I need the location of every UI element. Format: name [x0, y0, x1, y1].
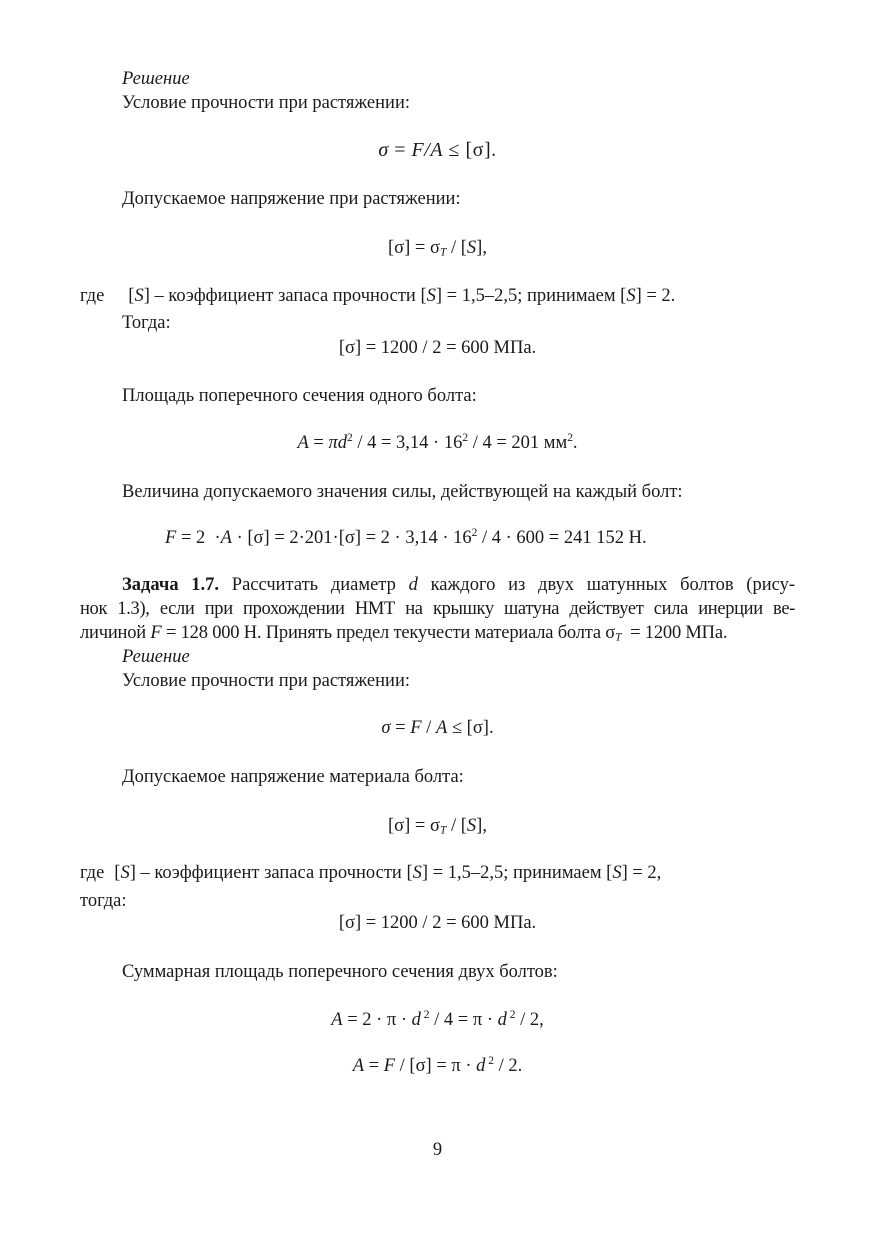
formula-area-2: A = 2 · π · d $^2$ / 4 = π · d $^2$ / 2, — [331, 1008, 544, 1030]
page-number: 9 — [432, 1140, 443, 1160]
where-line-2: где [S] – коэффициент запаса прочности [S] = 1,5–2,5; принимаем [S] = 2, — [80, 863, 662, 883]
allowable-stress-label-1: Допускаемое напряжение при растяжении: — [122, 189, 461, 209]
formula-allowable-1: $[\sigma] = \sigma_T / [S]$, — [388, 238, 487, 259]
formula-strength-2: σ = F / A ≤ [σ]. — [381, 718, 494, 738]
formula-area-1: $A = \pi d^2 / 4 = 3,14 \cdot 16^2 / 4 = 201$ $мм^2$. — [297, 431, 578, 453]
solution-heading-1: Решение — [122, 69, 190, 89]
strength-condition-label-1: Условие прочности при растяжении: — [122, 93, 410, 113]
strength-condition-label-2: Условие прочности при растяжении: — [122, 671, 410, 691]
where-line-1: где [S] – коэффициент запаса прочности [S] = 1,5–2,5; принимаем [S] = 2. — [80, 286, 676, 306]
formula-strength-1: σ = F/A ≤ [σ]. — [378, 139, 497, 161]
task-title: Задача 1.7. — [122, 575, 220, 595]
then-label-1: Тогда: — [122, 313, 171, 333]
formula-area-3: A = F / [σ] = π · d $^2$ / 2. — [352, 1054, 523, 1076]
area-label-2: Суммарная площадь поперечного сечения двух болтов: — [122, 962, 558, 982]
task-line-1: Задача 1.7. Рассчитать диаметр d каждого из двух шатунных болтов (рису- — [122, 575, 795, 595]
solution-heading-2: Решение — [122, 647, 190, 667]
formula-allowable-2: $[\sigma] = \sigma_T / [S]$, — [388, 816, 487, 837]
formula-force-1: $F = 2 \cdot A \cdot [\sigma] = 2\cdot 201\cdot[\sigma] = 2 \cdot 3,14 \cdot 16^2 / 4 \cdot 600 = 241$ 152 Н. — [165, 526, 647, 548]
then-label-2: тогда: — [80, 891, 127, 911]
allowable-stress-label-2: Допускаемое напряжение материала болта: — [122, 767, 464, 787]
formula-value-2: [σ] = 1200 / 2 = 600 МПа. — [338, 913, 537, 933]
task-line-3: личиной F = 128 000 Н. Принять предел текучести материала болта $\sigma_T = 1200$ МПа. — [80, 623, 728, 644]
area-label-1: Площадь поперечного сечения одного болта: — [122, 386, 477, 406]
task-line-2: нок 1.3), если при прохождении НМТ на крышку шатуна действует сила инерции ве- — [80, 599, 795, 619]
formula-value-1: [σ] = 1200 / 2 = 600 МПа. — [338, 338, 537, 358]
force-label-1: Величина допускаемого значения силы, действующей на каждый болт: — [122, 482, 683, 502]
